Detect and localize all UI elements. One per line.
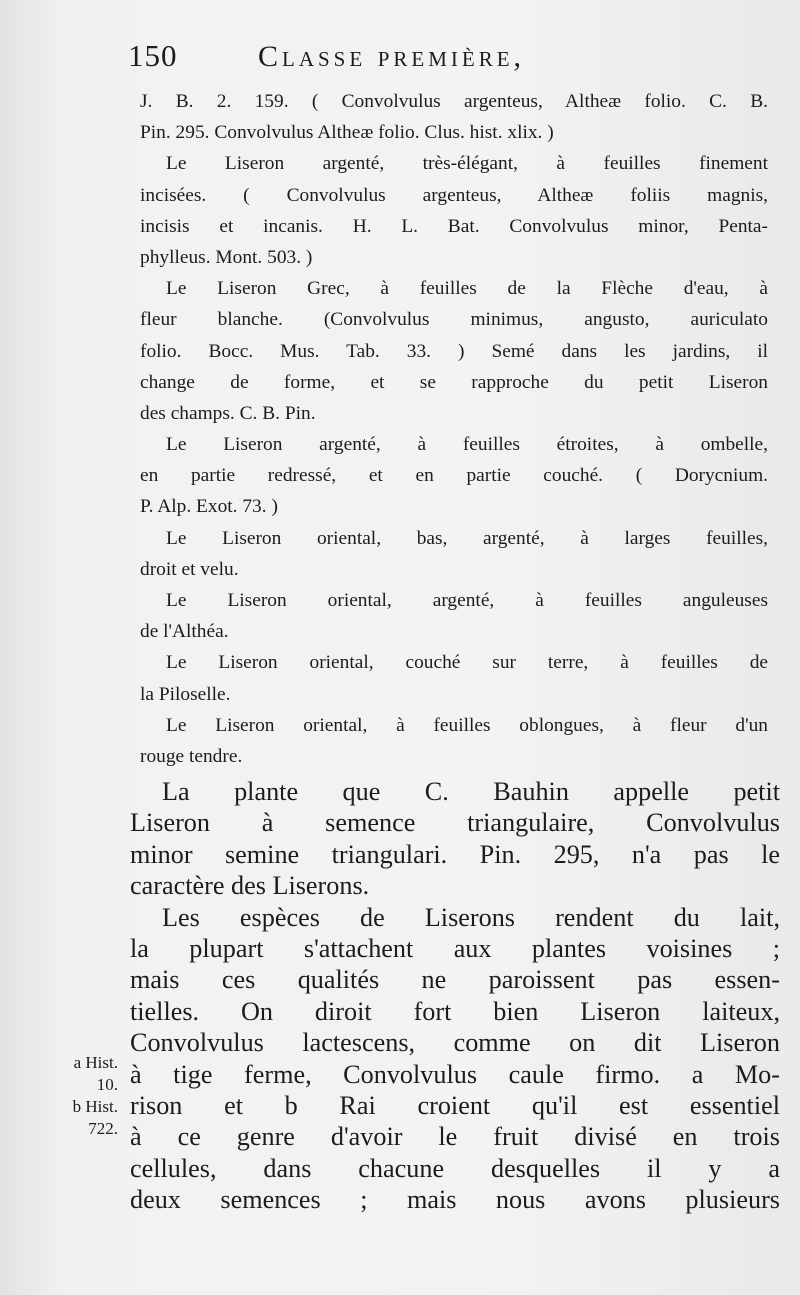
margin-note-line: a Hist. <box>73 1053 118 1072</box>
text-line: Les espèces de Liserons rendent du lait, <box>162 902 780 932</box>
text-line: change de forme, et se rapproche du petit Liseron <box>140 371 768 393</box>
text-line: Convolvulus lactescens, comme on dit Liseron <box>130 1028 780 1058</box>
text-line: Le Liseron Grec, à feuilles de la Flèche d'eau, à <box>166 278 768 300</box>
text-line: Le Liseron argenté, à feuilles étroites, à ombelle, <box>166 434 768 456</box>
text-line: La plante que C. Bauhin appelle petit <box>162 777 780 806</box>
text-line: rison et b Rai croient qu'il est essentiel <box>130 1090 780 1120</box>
text-line: tielles. On diroit fort bien Liseron laiteux, <box>130 996 780 1026</box>
text-line: phylleus. Mont. 503. ) <box>140 246 313 268</box>
text-line: Liseron à semence triangulaire, Convolvulus <box>130 808 780 838</box>
text-line: incisées. ( Convolvulus argenteus, Altheæ foliis magnis, <box>140 184 768 206</box>
text-line: Le Liseron oriental, bas, argenté, à larges feuilles, <box>166 527 768 549</box>
margin-note-line: b Hist. <box>72 1097 118 1116</box>
text-line: cellules, dans chacune desquelles il y a <box>130 1153 780 1183</box>
margin-note-line: 10. <box>96 1075 118 1094</box>
text-line: en partie redressé, et en partie couché. ( Dorycnium. <box>140 465 768 487</box>
text-line: Le Liseron oriental, couché sur terre, à feuilles de <box>166 652 768 674</box>
text-line: J. B. 2. 159. ( Convolvulus argenteus, Altheæ folio. C. B. <box>140 91 768 112</box>
text-line: droit et velu. <box>140 558 239 580</box>
text-line: folio. Bocc. Mus. Tab. 33. ) Semé dans les jardins, il <box>140 340 768 362</box>
text-line: Le Liseron oriental, argenté, à feuilles anguleuses <box>166 590 768 611</box>
running-title: Classe première, <box>258 40 526 73</box>
text-line: rouge tendre. <box>140 745 243 767</box>
text-line: la plupart s'attachent aux plantes voisines ; <box>130 933 780 963</box>
text-line: deux semences ; mais nous avons plusieurs <box>130 1185 780 1215</box>
margin-note-line: 722. <box>88 1119 118 1138</box>
text-line: caractère des Liserons. <box>130 871 370 901</box>
text-line: minor semine triangulari. Pin. 295, n'a pas le <box>130 839 780 869</box>
margin-references <box>44 1052 118 1140</box>
text-line: incisis et incanis. H. L. Bat. Convolvulus minor, Penta- <box>140 215 768 237</box>
text-line: à ce genre d'avoir le fruit divisé en trois <box>130 1122 780 1152</box>
text-line: mais ces qualités ne paroissent pas essen- <box>130 965 780 995</box>
text-line: P. Alp. Exot. 73. ) <box>140 496 278 518</box>
text-line: à tige ferme, Convolvulus caule firmo. a Mo- <box>130 1059 780 1089</box>
text-line: Le Liseron oriental, à feuilles oblongues, à fleur d'un <box>166 714 768 736</box>
text-line: Le Liseron argenté, très-élégant, à feuilles finement <box>166 153 768 175</box>
text-line: la Piloselle. <box>140 683 231 705</box>
text-line: fleur blanche. (Convolvulus minimus, angusto, auriculato <box>140 309 768 331</box>
text-line: de l'Althéa. <box>140 621 229 643</box>
page-number: 150 <box>128 38 178 73</box>
species-list <box>140 86 768 772</box>
text-line: des champs. C. B. Pin. <box>140 402 316 424</box>
text-line: Pin. 295. Convolvulus Altheæ folio. Clus. hist. xlix. ) <box>140 122 554 144</box>
page-header <box>128 38 768 80</box>
body-paragraphs <box>130 776 780 1215</box>
